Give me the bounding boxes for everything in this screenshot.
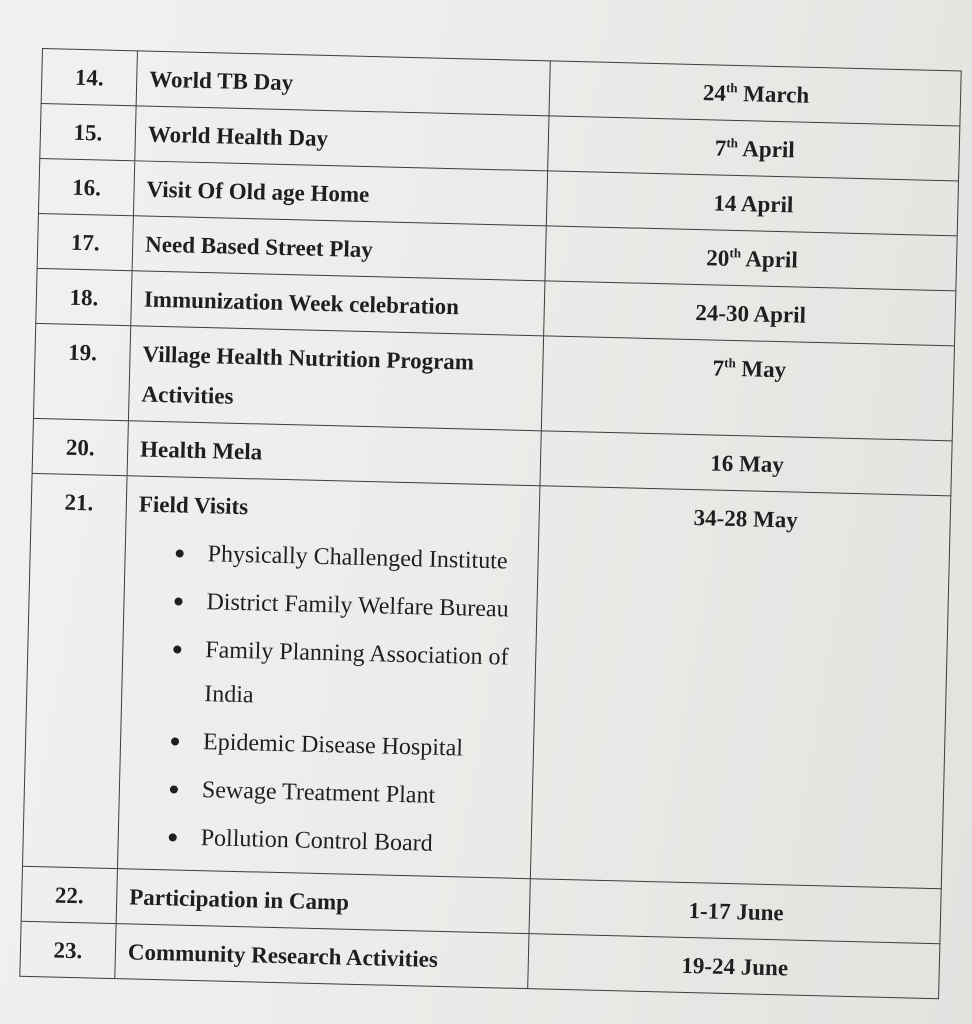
- activity-name: Health Mela: [127, 421, 541, 486]
- activity-date: 24th March: [549, 61, 961, 126]
- activity-date: 24-30 April: [544, 281, 956, 346]
- list-item: Sewage Treatment Plant: [167, 767, 522, 820]
- field-visit-list: [130, 530, 528, 867]
- activity-date: 19-24 June: [528, 934, 940, 999]
- activity-name: Need Based Street Play: [132, 216, 546, 281]
- activity-name: Visit Of Old age Home: [133, 161, 547, 226]
- activity-schedule-table: [19, 48, 961, 999]
- activity-date: 34-28 May: [530, 486, 950, 889]
- activity-name: [117, 476, 539, 879]
- row-number: 15.: [40, 103, 136, 160]
- row-number: 22.: [21, 866, 117, 923]
- list-item: District Family Welfare Bureau: [172, 579, 527, 632]
- row-number: 17.: [37, 213, 133, 270]
- row-number: 21.: [23, 473, 128, 868]
- activity-name: World TB Day: [136, 51, 550, 116]
- row-number: 18.: [36, 268, 132, 325]
- activity-name: Village Health Nutrition Program Activities: [128, 326, 543, 431]
- activity-date: 20th April: [545, 226, 957, 291]
- table-row: [23, 473, 951, 888]
- list-item: Physically Challenged Institute: [173, 531, 528, 584]
- list-item: Epidemic Disease Hospital: [169, 719, 524, 772]
- row-number: 23.: [20, 921, 116, 978]
- activity-date: 16 May: [540, 431, 952, 496]
- activity-name: Immunization Week celebration: [131, 271, 545, 336]
- list-item: Pollution Control Board: [166, 815, 521, 868]
- activity-date: 1-17 June: [529, 879, 941, 944]
- activity-date: 7th April: [548, 116, 960, 181]
- row-number: 19.: [33, 323, 130, 420]
- activity-date: 7th May: [541, 336, 954, 441]
- activity-date: 14 April: [546, 171, 958, 236]
- activity-name: World Health Day: [135, 106, 549, 171]
- list-item: Family Planning Association of India: [170, 627, 526, 724]
- activity-name: Community Research Activities: [115, 924, 529, 989]
- row-number: 16.: [38, 158, 134, 215]
- row-number: 20.: [32, 418, 128, 475]
- row-number: 14.: [41, 49, 137, 106]
- field-visits-title: Field Visits: [138, 491, 249, 520]
- activity-name: Participation in Camp: [116, 869, 530, 934]
